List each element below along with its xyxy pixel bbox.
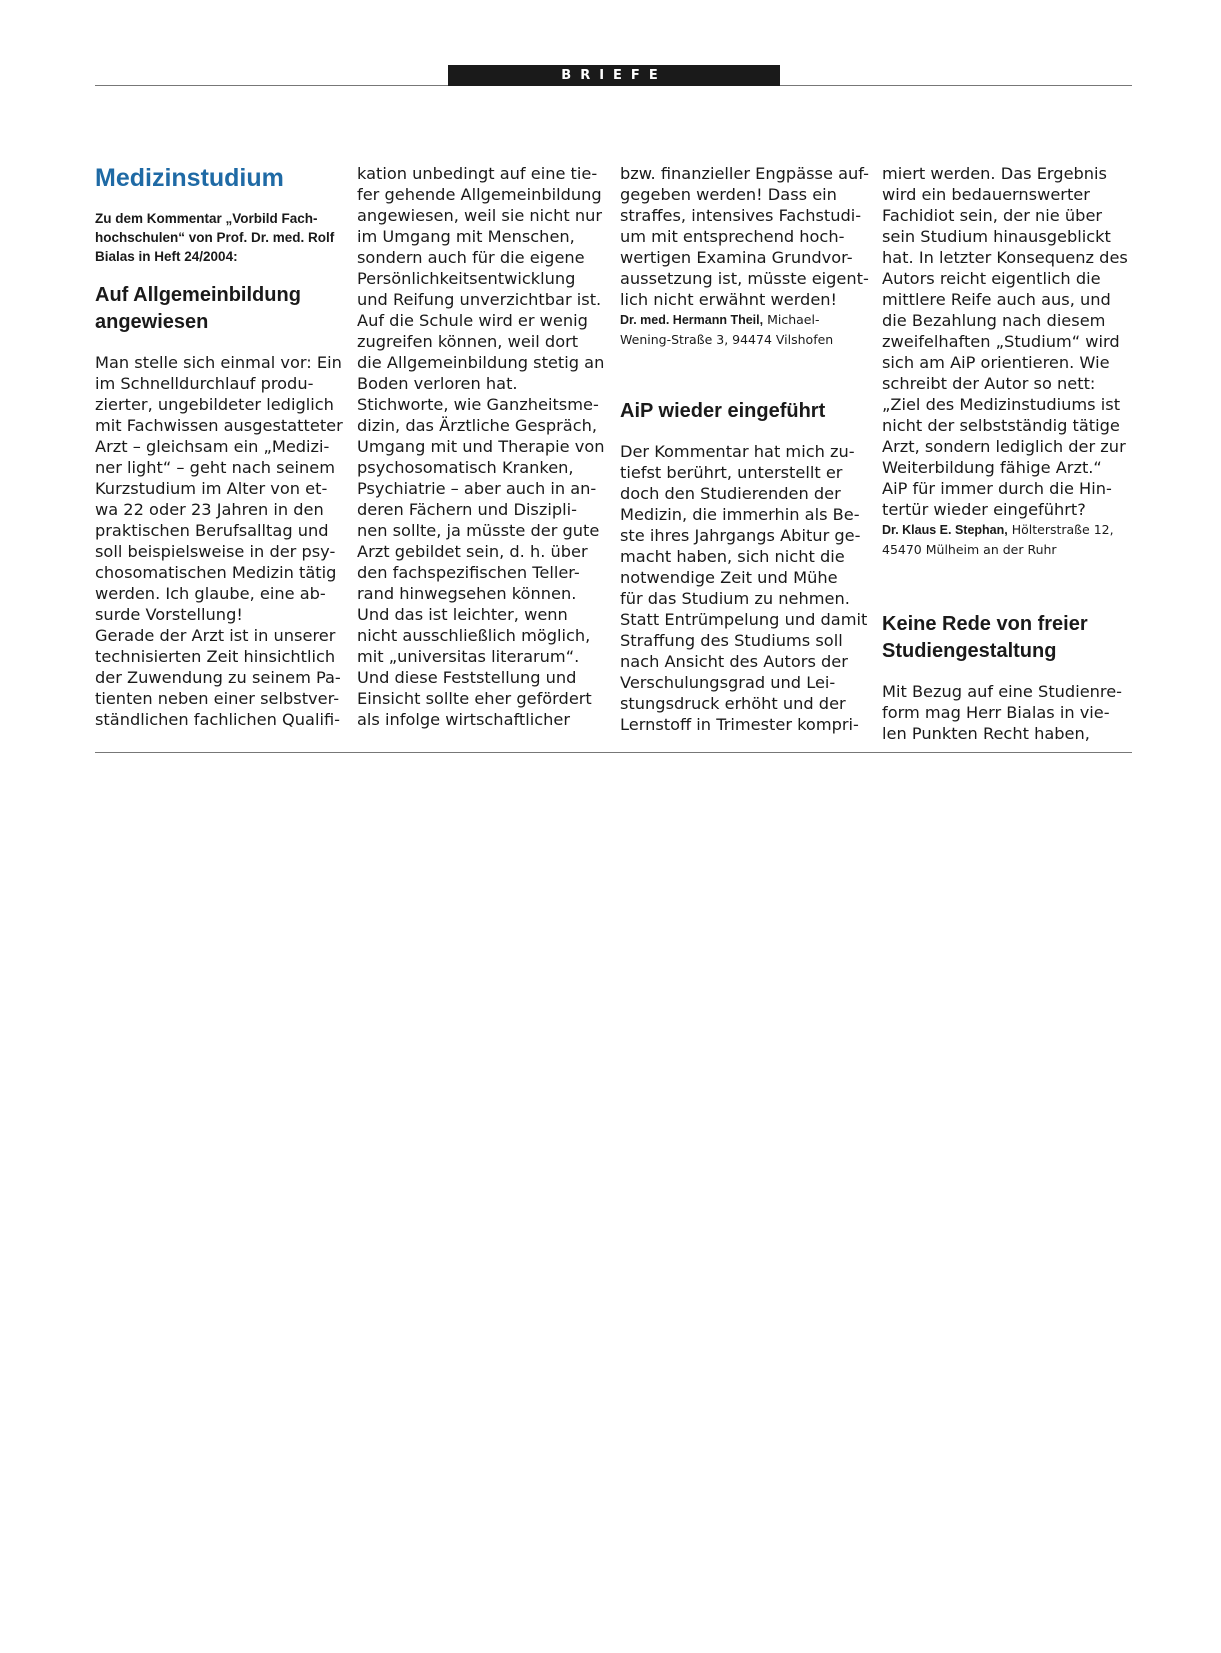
body-line: Psychiatrie – aber auch in an- [357,479,597,498]
body-line: aussetzung ist, müsste eigent- [620,269,869,288]
signature-address: Hölterstraße 12, [1007,522,1114,537]
body-line: praktischen Berufsalltag und [95,521,329,540]
letter-headline [95,282,343,336]
body-line: ste ihres Jahrgangs Abitur ge- [620,526,861,545]
body-line: der Zuwendung zu seinem Pa- [95,668,341,687]
letter-body [357,163,605,730]
body-line: Verschulungsgrad und Lei- [620,673,836,692]
body-line: Umgang mit und Therapie von [357,437,605,456]
body-line: form mag Herr Bialas in vie- [882,703,1110,722]
body-line: den fachspezifischen Teller- [357,563,580,582]
body-line: Der Kommentar hat mich zu- [620,442,855,461]
body-line: zierter, ungebildeter lediglich [95,395,334,414]
body-line: mit Fachwissen ausgestatteter [95,416,343,435]
body-line: hat. In letzter Konsequenz des [882,248,1128,267]
column-1 [95,163,343,730]
body-line: Persönlichkeitsentwicklung [357,269,576,288]
body-line: psychosomatisch Kranken, [357,458,574,477]
body-line: kation unbedingt auf eine tie- [357,164,598,183]
body-line: Auf die Schule wird er wenig [357,311,588,330]
body-line: Kurzstudium im Alter von et- [95,479,328,498]
body-line: die Allgemeinbildung stetig an [357,353,605,372]
body-line: im Umgang mit Menschen, [357,227,575,246]
body-line: fer gehende Allgemeinbildung [357,185,602,204]
body-line: wertigen Examina Grundvor- [620,248,853,267]
body-line: rand hinwegsehen können. [357,584,577,603]
body-line: mittlere Reife auch aus, und [882,290,1111,309]
body-line: Arzt, sondern lediglich der zur [882,437,1126,456]
body-line: surde Vorstellung! [95,605,243,624]
letter-signature [882,520,1130,560]
body-line: angewiesen, weil sie nicht nur [357,206,603,225]
body-line: nen sollte, ja müsste der gute [357,521,600,540]
body-line: um mit entsprechend hoch- [620,227,845,246]
body-line: Und das ist leichter, wenn [357,605,568,624]
body-line: Und diese Feststellung und [357,668,577,687]
body-line: technisierten Zeit hinsichtlich [95,647,336,666]
letter-body [882,681,1130,744]
body-line: miert werden. Das Ergebnis [882,164,1107,183]
body-line: doch den Studierenden der [620,484,841,503]
body-line: sein Studium hinausgeblickt [882,227,1111,246]
body-line: zugreifen können, weil dort [357,332,579,351]
column-4 [882,163,1130,744]
signature-address: Michael- [763,312,820,327]
body-line: als infolge wirtschaftlicher [357,710,571,729]
body-line: Stichworte, wie Ganzheitsme- [357,395,599,414]
body-line: Mit Bezug auf eine Studienre- [882,682,1123,701]
letter-body [95,352,343,730]
headline-line: Auf Allgemeinbildung [95,284,301,306]
section-label-briefe: BRIEFE [448,65,780,86]
section-title: Medizinstudium [95,164,284,192]
body-line: ner light“ – geht nach seinem [95,458,336,477]
letter-body [620,163,868,310]
body-line: len Punkten Recht haben, [882,724,1090,743]
letter-headline [882,611,1130,665]
body-line: Boden verloren hat. [357,374,518,393]
letter-body [882,163,1130,520]
intro-line: hochschulen“ von Prof. Dr. med. Rolf [95,230,335,245]
spacer [882,560,1130,611]
signature-name: Dr. med. Hermann Theil, [620,313,764,327]
signature-address: Wening-Straße 3, 94474 Vilshofen [620,332,834,347]
intro-line: Bialas in Heft 24/2004: [95,249,238,264]
body-line: Autors reicht eigentlich die [882,269,1101,288]
body-line: dizin, das Ärztliche Gespräch, [357,416,598,435]
intro-text [95,209,343,266]
body-line: Man stelle sich einmal vor: Ein [95,353,342,372]
body-line: tienten neben einer selbstver- [95,689,340,708]
letter-headline: AiP wieder eingeführt [620,400,826,422]
body-line: mit „universitas literarum“. [357,647,580,666]
body-line: tertür wieder eingeführt? [882,500,1086,519]
body-line: wird ein bedauernswerter [882,185,1090,204]
body-line: Einsicht sollte eher gefördert [357,689,592,708]
body-line: Statt Entrümpelung und damit [620,610,868,629]
body-line: nicht ausschließlich möglich, [357,626,591,645]
letter-body [620,441,868,735]
body-line: Arzt gebildet sein, d. h. über [357,542,588,561]
column-3 [620,163,868,735]
body-line: soll beispielsweise in der psy- [95,542,336,561]
body-line: nicht der selbstständig tätige [882,416,1120,435]
body-line: tiefst berührt, unterstellt er [620,463,843,482]
body-line: lich nicht erwähnt werden! [620,290,838,309]
column-2 [357,163,605,730]
body-line: zweifelhaften „Studium“ wird [882,332,1120,351]
signature-line [882,520,1130,540]
body-line: Fachidiot sein, der nie über [882,206,1103,225]
headline-line: angewiesen [95,311,209,333]
body-line: schreibt der Autor so nett: [882,374,1096,393]
body-line: Arzt – gleichsam ein „Medizi- [95,437,330,456]
body-line: die Bezahlung nach diesem [882,311,1106,330]
body-line: Gerade der Arzt ist in unserer [95,626,336,645]
signature-address: 45470 Mülheim an der Ruhr [882,542,1057,557]
signature-line [620,310,868,330]
body-line: Weiterbildung fähige Arzt.“ [882,458,1102,477]
body-line: macht haben, sich nicht die [620,547,845,566]
body-line: gegeben werden! Dass ein [620,185,837,204]
body-line: straffes, intensives Fachstudi- [620,206,862,225]
headline-line: Keine Rede von freier [882,613,1088,635]
body-line: „Ziel des Medizinstudiums ist [882,395,1121,414]
body-line: chosomatischen Medizin tätig [95,563,337,582]
body-line: AiP für immer durch die Hin- [882,479,1112,498]
body-line: wa 22 oder 23 Jahren in den [95,500,324,519]
body-line: Straffung des Studiums soll [620,631,843,650]
body-line: und Reifung unverzichtbar ist. [357,290,602,309]
body-line: sondern auch für die eigene [357,248,585,267]
letter-signature [620,310,868,350]
intro-line: Zu dem Kommentar „Vorbild Fach- [95,211,318,226]
body-line: ständlichen fachlichen Qualifi- [95,710,341,729]
body-line: deren Fächern und Diszipli- [357,500,577,519]
body-line: im Schnelldurchlauf produ- [95,374,314,393]
body-line: Medizin, die immerhin als Be- [620,505,860,524]
body-line: nach Ansicht des Autors der [620,652,848,671]
body-line: stungsdruck erhöht und der [620,694,846,713]
signature-name: Dr. Klaus E. Stephan, [882,523,1008,537]
headline-line: Studiengestaltung [882,640,1057,662]
body-line: sich am AiP orientieren. Wie [882,353,1110,372]
body-line: Lernstoff in Trimester kompri- [620,715,859,734]
body-line: für das Studium zu nehmen. [620,589,850,608]
body-line: bzw. finanzieller Engpässe auf- [620,164,869,183]
spacer [620,350,868,398]
body-line: werden. Ich glaube, eine ab- [95,584,326,603]
bottom-rule [95,752,1132,753]
body-line: notwendige Zeit und Mühe [620,568,838,587]
